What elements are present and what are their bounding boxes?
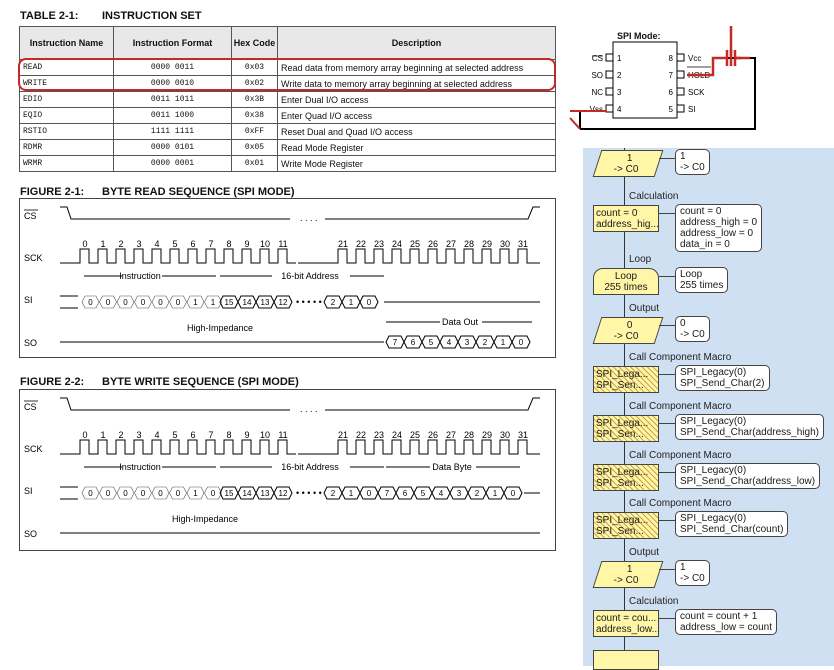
data-byte-label: Data Byte: [432, 462, 472, 472]
data-out-bit: 4: [446, 338, 452, 347]
clock-number: 28: [463, 430, 475, 440]
clock-number: 1: [100, 430, 106, 440]
flow-note-text: SPI_Legacy(0): [680, 513, 747, 524]
instruction-format-cell: 0000 0101: [114, 140, 232, 156]
hex-code-cell: 0x02: [232, 76, 278, 92]
flow-note-text: -> C0: [680, 329, 705, 340]
so-label: SO: [24, 338, 38, 348]
instruction-name-cell: READ: [20, 60, 114, 76]
flow-note-calc2: [675, 609, 777, 635]
pin-name: Vcc: [688, 54, 702, 63]
clock-number: 3: [136, 239, 142, 249]
note-connector: [659, 472, 675, 473]
flow-block-text: count = cou...: [596, 613, 657, 624]
instruction-name-cell: WRMR: [20, 156, 114, 172]
flow-step-label: Output: [629, 547, 660, 558]
highlight-box: [18, 58, 556, 91]
clock-number: 21: [337, 430, 349, 440]
clock-number: 10: [259, 430, 271, 440]
si-bit: 0: [105, 298, 111, 307]
pin-square: [677, 71, 684, 78]
address-bit: 0: [366, 489, 372, 498]
pin-name: NC: [591, 88, 603, 97]
ellipsis: . . . .: [300, 404, 318, 414]
flow-note-text: SPI_Send_Char(address_high): [680, 427, 819, 438]
si-bit: 1: [193, 489, 198, 498]
table-subtitle: INSTRUCTION SET: [102, 10, 202, 22]
note-connector: [659, 520, 675, 521]
si-bit: 0: [105, 489, 111, 498]
clock-number: 25: [409, 239, 421, 249]
flow-block-text: SPI_Lega...: [596, 515, 649, 526]
clock-number: 24: [391, 430, 403, 440]
pin-name: SI: [688, 105, 696, 114]
sck-signal: [60, 440, 540, 454]
address-bit: 15: [224, 298, 234, 307]
flow-step-label: Call Component Macro: [629, 498, 732, 509]
flow-note-text: address_low = count: [680, 622, 773, 633]
flow-block-text: SPI_Lega...: [596, 467, 649, 478]
instruction-label: Instruction: [119, 271, 161, 281]
address-bit: 2: [330, 298, 336, 307]
hex-code-cell: 0xFF: [232, 124, 278, 140]
data-byte-bit: 4: [438, 489, 444, 498]
table-row: [20, 92, 556, 108]
table-row: [20, 156, 556, 172]
clock-number: 26: [427, 239, 439, 249]
description-cell: Enter Quad I/O access: [278, 108, 556, 124]
instruction-format-cell: 1111 1111: [114, 124, 232, 140]
address-bit: 14: [242, 489, 252, 498]
flow-step-label: Calculation: [629, 191, 679, 202]
flow-step-label: Calculation: [629, 596, 679, 607]
clock-number: 30: [499, 239, 511, 249]
flow-note-text: -> C0: [680, 573, 705, 584]
pin-square: [606, 88, 613, 95]
clock-number: 6: [190, 430, 196, 440]
flow-step-label: Loop: [629, 254, 652, 265]
flow-block-loop[interactable]: [593, 268, 659, 295]
si-label: SI: [24, 486, 33, 496]
flow-note-text: count = 0: [680, 206, 722, 217]
pin-square: [606, 71, 613, 78]
description-cell: Write Mode Register: [278, 156, 556, 172]
clock-number: 9: [244, 239, 250, 249]
flow-block-text: SPI_Sen...: [596, 478, 644, 489]
flow-note-text: SPI_Send_Char(count): [680, 524, 784, 535]
clock-number: 26: [427, 430, 439, 440]
fig2-subtitle: BYTE WRITE SEQUENCE (SPI MODE): [102, 376, 299, 388]
table-row: [20, 124, 556, 140]
flow-block-text: count = 0: [596, 208, 638, 219]
si-bit: 1: [193, 298, 198, 307]
si-bit: 0: [123, 298, 128, 307]
chip-title: SPI Mode:: [617, 31, 661, 41]
cs-label: CS: [24, 211, 37, 221]
pin-number: 3: [617, 88, 622, 97]
description-cell: Reset Dual and Quad I/O access: [278, 124, 556, 140]
spi-chip-diagram: [589, 26, 770, 136]
clock-number: 31: [517, 430, 529, 440]
high-impedance-label: High-Impedance: [171, 514, 239, 524]
data-byte-bit: 0: [510, 489, 516, 498]
clock-number: 2: [118, 239, 124, 249]
table-row: [20, 140, 556, 156]
address-bit: 12: [278, 489, 288, 498]
data-out-label: Data Out: [441, 317, 479, 327]
flow-note-m4: [675, 511, 788, 537]
clock-number: 4: [154, 430, 160, 440]
instruction-name-cell: WRITE: [20, 76, 114, 92]
address-bit: 14: [242, 298, 252, 307]
pin-number: 2: [617, 71, 622, 80]
flow-note-text: data_in = 0: [680, 239, 730, 250]
instruction-format-cell: 0011 1011: [114, 92, 232, 108]
clock-number: 6: [190, 239, 196, 249]
data-out-bit: 3: [464, 338, 470, 347]
clock-number: 4: [154, 239, 160, 249]
flow-block-text: -> C0: [613, 331, 639, 342]
clock-number: 22: [355, 430, 367, 440]
address-bit: 12: [278, 298, 288, 307]
fig2-title: FIGURE 2-2:: [20, 376, 85, 388]
write-timing-diagram: [20, 390, 555, 550]
pin-name: SO: [591, 71, 603, 80]
note-connector: [659, 158, 675, 159]
clock-number: 10: [259, 239, 271, 249]
flow-note-text: SPI_Legacy(0): [680, 367, 747, 378]
address-bit: 13: [260, 489, 270, 498]
flow-note-out2: [675, 560, 710, 586]
col-header: Instruction Format: [114, 27, 232, 60]
flow-note-text: address_high = 0: [680, 217, 758, 228]
clock-number: 8: [226, 430, 232, 440]
fig1-title: FIGURE 2-1:: [20, 186, 85, 198]
flow-note-calc1: [675, 204, 762, 252]
sck-signal: [60, 249, 540, 263]
flow-note-out1: [675, 316, 710, 342]
instruction-format-cell: 0011 1000: [114, 108, 232, 124]
address-label: 16-bit Address: [281, 271, 339, 281]
flow-block-out2[interactable]: [593, 561, 664, 588]
clock-number: 9: [244, 430, 250, 440]
si-bit: 0: [175, 489, 181, 498]
flow-step-label: Call Component Macro: [629, 450, 732, 461]
flow-block-text: SPI_Lega...: [596, 418, 649, 429]
write-sequence-figure: [19, 389, 556, 551]
address-bit: 13: [260, 298, 270, 307]
clock-number: 29: [481, 239, 493, 249]
flow-block-text: SPI_Sen...: [596, 526, 644, 537]
flow-note-text: count = count + 1: [680, 611, 758, 622]
note-connector: [659, 325, 675, 326]
hex-code-cell: 0x03: [232, 60, 278, 76]
pin-number: 1: [617, 54, 622, 63]
flow-block-m4[interactable]: [593, 512, 659, 539]
address-label: 16-bit Address: [281, 462, 339, 472]
flow-step-label: Call Component Macro: [629, 401, 732, 412]
clock-number: 28: [463, 239, 475, 249]
address-bit: 0: [366, 298, 372, 307]
ellipsis: • • • • •: [296, 297, 322, 307]
flow-note-text: Loop: [680, 269, 703, 280]
instruction-label: Instruction: [119, 462, 161, 472]
flow-block-n1[interactable]: [593, 150, 664, 177]
si-bit: 0: [158, 489, 163, 498]
clock-number: 1: [100, 239, 106, 249]
flow-block-text: 1: [626, 153, 633, 164]
note-connector: [659, 618, 675, 619]
si-bit: 0: [175, 298, 181, 307]
flow-note-text: 0: [680, 318, 686, 329]
data-out-bit: 2: [482, 338, 488, 347]
flow-block-m1[interactable]: [593, 366, 659, 393]
flow-note-text: SPI_Legacy(0): [680, 465, 747, 476]
flow-block-out1[interactable]: [593, 317, 664, 344]
clock-number: 0: [82, 430, 88, 440]
clock-number: 31: [517, 239, 529, 249]
pin-name: CS: [591, 54, 603, 63]
data-out-bit: 0: [518, 338, 524, 347]
flow-block-next[interactable]: [593, 650, 659, 670]
col-header: Hex Code: [232, 27, 278, 60]
chip-pinout: [589, 26, 770, 136]
hex-code-cell: 0x05: [232, 140, 278, 156]
pin-square: [677, 88, 684, 95]
clock-number: 5: [172, 239, 178, 249]
instruction-format-cell: 0000 0011: [114, 60, 232, 76]
clock-number: 7: [208, 430, 214, 440]
address-bit: 1: [348, 489, 354, 498]
flow-note-text: address_low = 0: [680, 228, 754, 239]
clock-number: 23: [373, 430, 385, 440]
clock-number: 23: [373, 239, 385, 249]
clock-number: 24: [391, 239, 403, 249]
clock-number: 5: [172, 430, 178, 440]
data-byte-bit: 7: [384, 489, 390, 498]
pin-number: 6: [668, 88, 673, 97]
data-byte-bit: 5: [420, 489, 426, 498]
data-out-bit: 1: [500, 338, 506, 347]
instruction-name-cell: EQIO: [20, 108, 114, 124]
flow-note-m1: [675, 365, 770, 391]
pin-square: [677, 105, 684, 112]
pin-number: 5: [668, 105, 673, 114]
data-byte-bit: 2: [474, 489, 480, 498]
pin-square: [677, 54, 684, 61]
instruction-format-cell: 0000 0010: [114, 76, 232, 92]
flowchart-panel[interactable]: [583, 148, 834, 666]
clock-number: 0: [82, 239, 88, 249]
pin-name: SCK: [688, 88, 705, 97]
address-bit: 2: [330, 489, 336, 498]
clock-number: 22: [355, 239, 367, 249]
clock-number: 11: [278, 430, 288, 440]
instruction-name-cell: RSTIO: [20, 124, 114, 140]
description-cell: Enter Dual I/O access: [278, 92, 556, 108]
table-title: TABLE 2-1:: [20, 10, 79, 22]
note-connector: [659, 374, 675, 375]
si-bit: 0: [140, 298, 146, 307]
flow-note-text: 1: [680, 151, 686, 162]
clock-number: 3: [136, 430, 142, 440]
flow-block-text: SPI_Sen...: [596, 380, 644, 391]
flow-block-m2[interactable]: [593, 415, 659, 442]
flow-block-text: 0: [626, 320, 633, 331]
flow-block-text: -> C0: [613, 575, 639, 586]
clock-number: 30: [499, 430, 511, 440]
so-label: SO: [24, 529, 38, 539]
flow-step-label: Call Component Macro: [629, 352, 732, 363]
flow-block-text: address_low...: [596, 624, 660, 635]
pin-square: [606, 54, 613, 61]
data-out-bit: 5: [428, 338, 434, 347]
sck-label: SCK: [24, 444, 43, 454]
note-connector: [659, 276, 675, 277]
hex-code-cell: 0x01: [232, 156, 278, 172]
address-bit: 1: [348, 298, 354, 307]
high-impedance-label: High-Impedance: [186, 323, 254, 333]
clock-number: 27: [445, 239, 457, 249]
instruction-table: [19, 26, 556, 172]
col-header: Description: [278, 27, 556, 60]
pin-number: 8: [668, 54, 673, 63]
clock-number: 21: [337, 239, 349, 249]
flow-block-m3[interactable]: [593, 464, 659, 491]
read-timing-diagram: [20, 199, 555, 357]
flow-block-text: 255 times: [604, 282, 648, 293]
data-out-bit: 7: [392, 338, 398, 347]
pin-name: Vss: [589, 105, 603, 114]
flow-block-text: address_hig...: [596, 219, 659, 230]
instruction-format-cell: 0000 0001: [114, 156, 232, 172]
description-cell: Read data from memory array beginning at selected address: [278, 60, 556, 76]
ellipsis: • • • • •: [296, 488, 322, 498]
si-bit: 0: [140, 489, 146, 498]
pin-number: 4: [617, 105, 622, 114]
note-connector: [659, 423, 675, 424]
instruction-name-cell: EDIO: [20, 92, 114, 108]
clock-number: 29: [481, 430, 493, 440]
si-bit: 0: [210, 489, 216, 498]
si-bit: 1: [210, 298, 216, 307]
address-bit: 15: [224, 489, 234, 498]
clock-number: 25: [409, 430, 421, 440]
flow-note-text: SPI_Send_Char(2): [680, 378, 765, 389]
instruction-name-cell: RDMR: [20, 140, 114, 156]
flow-block-calc1[interactable]: [593, 205, 659, 232]
col-header: Instruction Name: [20, 27, 114, 60]
flow-note-loop: [675, 267, 728, 293]
flow-note-m3: [675, 463, 820, 489]
si-label: SI: [24, 295, 33, 305]
data-byte-bit: 3: [456, 489, 462, 498]
flow-block-text: Loop: [614, 271, 638, 282]
flow-block-text: 1: [626, 564, 633, 575]
note-connector: [659, 213, 675, 214]
description-cell: Read Mode Register: [278, 140, 556, 156]
flow-step-label: Output: [629, 303, 660, 314]
hex-code-cell: 0x38: [232, 108, 278, 124]
ellipsis: . . . .: [300, 213, 318, 223]
data-byte-bit: 6: [402, 489, 408, 498]
read-sequence-figure: [19, 198, 556, 358]
flow-note-text: 1: [680, 562, 686, 573]
flow-block-calc2[interactable]: [593, 610, 659, 637]
sck-label: SCK: [24, 253, 43, 263]
flow-note-text: 255 times: [680, 280, 724, 291]
data-byte-bit: 1: [492, 489, 498, 498]
flow-note-n1: [675, 149, 710, 175]
hex-code-cell: 0x3B: [232, 92, 278, 108]
flow-note-text: SPI_Send_Char(address_low): [680, 476, 816, 487]
chip-body: [613, 42, 677, 118]
data-out-bit: 6: [410, 338, 416, 347]
si-bit: 0: [88, 489, 93, 498]
flow-note-m2: [675, 414, 824, 440]
pin-number: 7: [668, 71, 673, 80]
clock-number: 2: [118, 430, 124, 440]
pin-square: [606, 105, 613, 112]
si-bit: 0: [158, 298, 163, 307]
table-row: [20, 108, 556, 124]
flow-note-text: -> C0: [680, 162, 705, 173]
note-connector: [659, 569, 675, 570]
clock-number: 8: [226, 239, 232, 249]
pin-name: HOLD: [688, 71, 711, 80]
si-bit: 0: [123, 489, 128, 498]
flow-block-text: SPI_Lega...: [596, 369, 649, 380]
clock-number: 11: [278, 239, 288, 249]
fig1-subtitle: BYTE READ SEQUENCE (SPI MODE): [102, 186, 295, 198]
si-bit: 0: [88, 298, 93, 307]
cs-label: CS: [24, 402, 37, 412]
flow-block-text: SPI_Sen...: [596, 429, 644, 440]
flow-note-text: SPI_Legacy(0): [680, 416, 747, 427]
description-cell: Write data to memory array beginning at selected address: [278, 76, 556, 92]
clock-number: 27: [445, 430, 457, 440]
flow-block-text: -> C0: [613, 164, 639, 175]
clock-number: 7: [208, 239, 214, 249]
